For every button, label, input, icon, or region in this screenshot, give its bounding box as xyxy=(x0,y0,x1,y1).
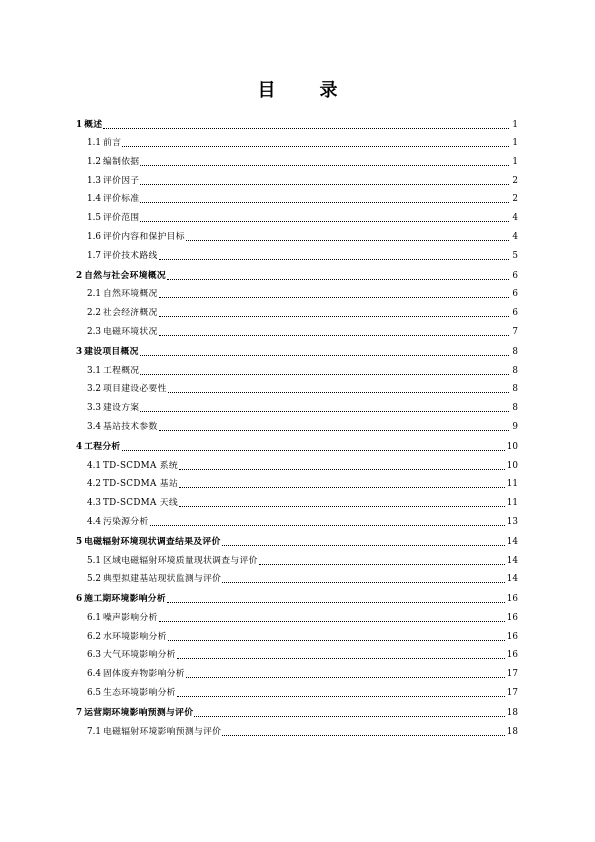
toc-section-entry[interactable] xyxy=(76,661,518,680)
toc-page-number: 13 xyxy=(506,516,518,527)
toc-entry-label: 生态环境影响分析 xyxy=(103,687,176,698)
toc-dot-leader xyxy=(140,184,509,185)
toc-entry-number: 6.5 xyxy=(87,687,101,698)
toc-entry-label: 前言 xyxy=(103,138,122,149)
toc-entry-number: 6.1 xyxy=(87,613,101,624)
toc-entry-label: TD-SCDMA 系统 xyxy=(103,460,178,471)
toc-entry-label: 噪声影响分析 xyxy=(103,613,158,624)
toc-entry-number: 3.3 xyxy=(87,403,101,413)
toc-page-number: 2 xyxy=(512,194,518,205)
toc-page-number: 4 xyxy=(512,231,518,242)
toc-page-number: 10 xyxy=(506,460,518,471)
toc-entry-number: 4.2 xyxy=(87,479,101,490)
toc-entry-number: 4.3 xyxy=(87,497,101,508)
toc-entry-number: 6.3 xyxy=(87,650,101,661)
toc-section-entry[interactable] xyxy=(76,224,518,243)
toc-entry-number: 1.3 xyxy=(87,175,101,186)
toc-dot-leader xyxy=(194,716,505,717)
toc-entry-number: 4.4 xyxy=(87,516,101,527)
toc-page-number: 5 xyxy=(512,250,518,261)
toc-page-number: 9 xyxy=(512,421,518,432)
toc-page-number: 14 xyxy=(506,536,518,547)
toc-page-number: 18 xyxy=(506,708,518,718)
toc-page-number: 7 xyxy=(512,326,518,337)
toc-dot-leader xyxy=(122,450,505,451)
toc-entry-number: 2.2 xyxy=(87,308,101,319)
toc-entry-number: 7 xyxy=(76,708,83,718)
toc-dot-leader xyxy=(159,316,509,317)
toc-section-entry[interactable] xyxy=(76,358,518,377)
toc-page-number: 14 xyxy=(506,555,518,566)
toc-dot-leader xyxy=(179,487,505,488)
toc-entry-label: 评价因子 xyxy=(103,175,140,186)
toc-entry-number: 3.4 xyxy=(87,421,101,432)
toc-page-number: 8 xyxy=(512,365,518,376)
toc-entry-label: 建设项目概况 xyxy=(84,346,139,357)
toc-chapter-entry[interactable] xyxy=(76,339,518,358)
toc-section-entry[interactable] xyxy=(76,643,518,662)
toc-section-entry[interactable] xyxy=(76,131,518,150)
toc-page-number: 16 xyxy=(506,613,518,624)
toc-section-entry[interactable] xyxy=(76,548,518,567)
toc-entry-number: 6.2 xyxy=(87,631,101,642)
toc-section-entry[interactable] xyxy=(76,377,518,396)
toc-entry-label: 大气环境影响分析 xyxy=(103,650,176,661)
toc-section-entry[interactable] xyxy=(76,680,518,699)
toc-page-number: 1 xyxy=(512,157,518,168)
toc-page-number: 10 xyxy=(506,441,518,452)
toc-dot-leader xyxy=(222,545,505,546)
toc-page-number: 8 xyxy=(512,346,518,357)
toc-entry-label: 工程分析 xyxy=(84,441,121,452)
toc-page-number: 1 xyxy=(512,138,518,149)
toc-entry-label: 评价范围 xyxy=(103,213,140,224)
table-of-contents xyxy=(76,112,518,738)
toc-entry-label: 自然环境概况 xyxy=(103,289,158,300)
toc-entry-label: 概述 xyxy=(84,119,103,130)
toc-dot-leader xyxy=(177,658,505,659)
toc-entry-label: 区域电磁辐射环境质量现状调查与评价 xyxy=(103,555,258,566)
toc-page-number: 8 xyxy=(512,403,518,413)
toc-page-number: 11 xyxy=(506,479,518,490)
toc-dot-leader xyxy=(177,696,505,697)
toc-page-number: 18 xyxy=(506,726,518,737)
toc-dot-leader xyxy=(159,430,509,431)
toc-section-entry[interactable] xyxy=(76,243,518,262)
toc-dot-leader xyxy=(140,355,509,356)
toc-entry-label: 电磁辐射环境现状调查结果及评价 xyxy=(84,536,221,547)
toc-entry-number: 6.4 xyxy=(87,669,101,680)
toc-dot-leader xyxy=(140,165,509,166)
toc-dot-leader xyxy=(140,202,509,203)
toc-dot-leader xyxy=(159,335,509,336)
toc-dot-leader xyxy=(122,146,509,147)
toc-dot-leader xyxy=(140,411,509,412)
toc-entry-label: TD-SCDMA 天线 xyxy=(103,497,178,508)
toc-page-number: 14 xyxy=(506,574,518,585)
toc-entry-number: 1.6 xyxy=(87,231,101,242)
toc-dot-leader xyxy=(150,525,505,526)
toc-entry-label: 固体废弃物影响分析 xyxy=(103,669,185,680)
toc-page-number: 17 xyxy=(506,669,518,680)
toc-section-entry[interactable] xyxy=(76,605,518,624)
toc-entry-number: 3.1 xyxy=(87,365,101,376)
toc-section-entry[interactable] xyxy=(76,187,518,206)
toc-entry-number: 1.4 xyxy=(87,194,101,205)
toc-dot-leader xyxy=(186,677,505,678)
toc-dot-leader xyxy=(168,392,509,393)
toc-dot-leader xyxy=(179,506,505,507)
toc-entry-number: 5 xyxy=(76,536,83,547)
toc-section-entry[interactable] xyxy=(76,624,518,643)
toc-dot-leader xyxy=(159,297,509,298)
toc-entry-label: 工程概况 xyxy=(103,365,140,376)
toc-page-number: 16 xyxy=(506,594,518,605)
toc-section-entry[interactable] xyxy=(76,490,518,509)
toc-chapter-entry[interactable] xyxy=(76,112,518,131)
toc-chapter-entry[interactable] xyxy=(76,529,518,548)
toc-entry-label: 编制依据 xyxy=(103,157,140,168)
toc-section-entry[interactable] xyxy=(76,319,518,338)
toc-entry-number: 1.5 xyxy=(87,213,101,224)
toc-entry-label: 电磁环境状况 xyxy=(103,326,158,337)
toc-page-number: 6 xyxy=(512,270,518,281)
toc-page-number: 16 xyxy=(506,650,518,661)
toc-page-number: 17 xyxy=(506,687,518,698)
toc-page-number: 11 xyxy=(506,497,518,508)
toc-dot-leader xyxy=(167,279,509,280)
toc-section-entry[interactable] xyxy=(76,168,518,187)
toc-chapter-entry[interactable] xyxy=(76,587,518,606)
toc-entry-label: 社会经济概况 xyxy=(103,308,158,319)
toc-page-number: 4 xyxy=(512,213,518,224)
toc-entry-label: TD-SCDMA 基站 xyxy=(103,479,178,490)
toc-entry-label: 评价技术路线 xyxy=(103,250,158,261)
toc-entry-number: 1.2 xyxy=(87,157,101,168)
toc-chapter-entry[interactable] xyxy=(76,700,518,719)
toc-page-number: 16 xyxy=(506,631,518,642)
toc-chapter-entry[interactable] xyxy=(76,263,518,282)
toc-entry-label: 评价标准 xyxy=(103,194,140,205)
toc-dot-leader xyxy=(167,602,505,603)
toc-entry-label: 自然与社会环境概况 xyxy=(84,270,166,281)
toc-entry-number: 4 xyxy=(76,441,83,452)
toc-page-number: 2 xyxy=(512,175,518,186)
toc-section-entry[interactable] xyxy=(76,567,518,586)
toc-entry-number: 5.1 xyxy=(87,555,101,566)
toc-dot-leader xyxy=(140,221,509,222)
toc-dot-leader xyxy=(159,259,509,260)
toc-entry-number: 2.1 xyxy=(87,289,101,300)
toc-entry-label: 项目建设必要性 xyxy=(103,384,167,395)
toc-dot-leader xyxy=(222,582,505,583)
toc-entry-number: 1.7 xyxy=(87,250,101,261)
toc-section-entry[interactable] xyxy=(76,719,518,738)
toc-entry-number: 2.3 xyxy=(87,326,101,337)
page-title-part-1: 目 xyxy=(257,80,276,101)
toc-dot-leader xyxy=(103,128,509,129)
toc-entry-number: 4.1 xyxy=(87,460,101,471)
toc-page-number: 1 xyxy=(512,119,518,130)
toc-entry-label: 电磁辐射环境影响预测与评价 xyxy=(103,726,222,737)
toc-page-number: 6 xyxy=(512,289,518,300)
toc-dot-leader xyxy=(259,564,505,565)
toc-section-entry[interactable] xyxy=(76,300,518,319)
page-title xyxy=(0,76,595,102)
toc-dot-leader xyxy=(159,621,505,622)
toc-entry-label: 施工期环境影响分析 xyxy=(84,594,166,605)
toc-dot-leader xyxy=(168,640,505,641)
toc-entry-label: 基站技术参数 xyxy=(103,421,158,432)
toc-chapter-entry[interactable] xyxy=(76,434,518,453)
toc-entry-number: 2 xyxy=(76,270,83,281)
toc-section-entry[interactable] xyxy=(76,395,518,414)
toc-section-entry[interactable] xyxy=(76,205,518,224)
toc-dot-leader xyxy=(140,374,509,375)
toc-dot-leader xyxy=(186,240,509,241)
toc-entry-label: 污染源分析 xyxy=(103,516,149,527)
toc-section-entry[interactable] xyxy=(76,509,518,528)
toc-entry-number: 7.1 xyxy=(87,726,101,737)
toc-page-number: 6 xyxy=(512,308,518,319)
toc-section-entry[interactable] xyxy=(76,149,518,168)
toc-entry-label: 水环境影响分析 xyxy=(103,631,167,642)
toc-section-entry[interactable] xyxy=(76,414,518,433)
toc-entry-number: 3.2 xyxy=(87,384,101,395)
toc-entry-number: 6 xyxy=(76,594,83,605)
toc-dot-leader xyxy=(179,469,505,470)
toc-entry-number: 3 xyxy=(76,346,83,357)
toc-section-entry[interactable] xyxy=(76,453,518,472)
toc-section-entry[interactable] xyxy=(76,472,518,491)
toc-entry-label: 典型拟建基站现状监测与评价 xyxy=(103,574,222,585)
toc-entry-number: 1 xyxy=(76,119,83,130)
toc-entry-number: 5.2 xyxy=(87,574,101,585)
toc-page-number: 8 xyxy=(512,384,518,395)
toc-entry-label: 建设方案 xyxy=(103,403,140,413)
toc-entry-label: 评价内容和保护目标 xyxy=(103,231,185,242)
toc-entry-label: 运营期环境影响预测与评价 xyxy=(84,708,194,718)
toc-dot-leader xyxy=(222,735,505,736)
toc-entry-number: 1.1 xyxy=(87,138,101,149)
toc-section-entry[interactable] xyxy=(76,282,518,301)
page-title-part-2: 录 xyxy=(319,80,338,101)
